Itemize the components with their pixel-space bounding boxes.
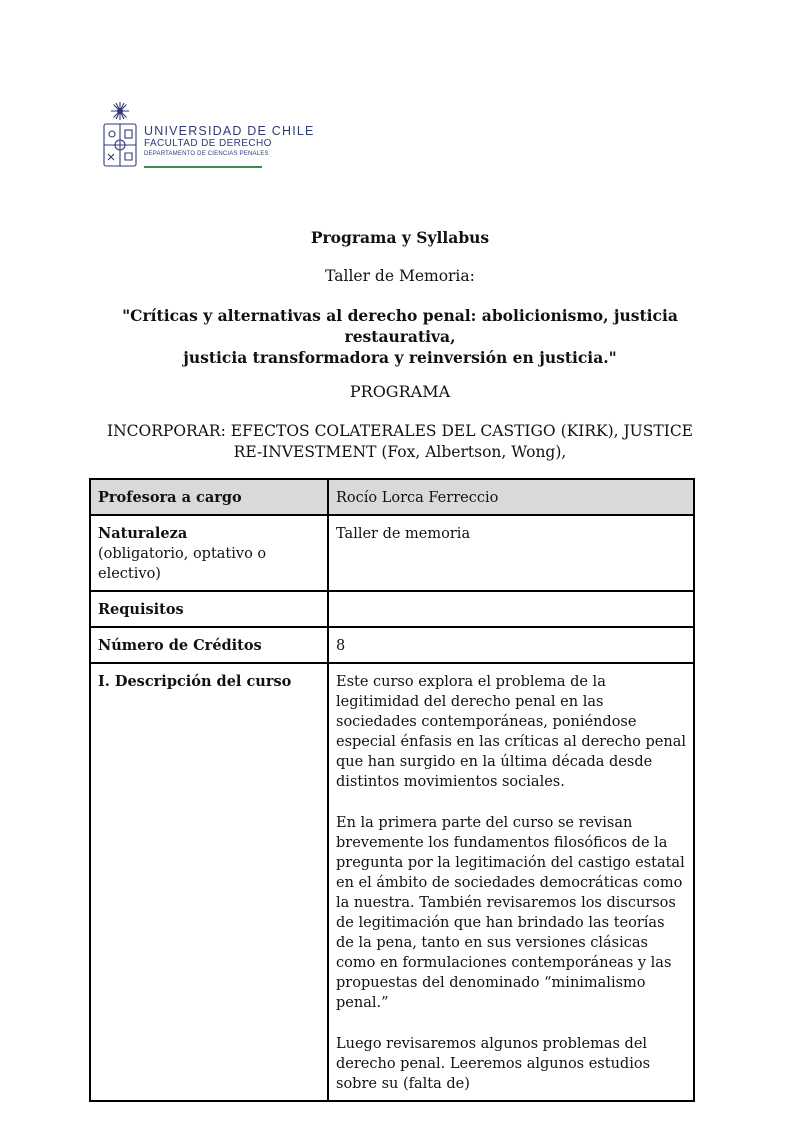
description-paragraph: Luego revisaremos algunos problemas del derecho penal. Leeremos algunos estudios sobre su (falta de) <box>336 1036 651 1092</box>
department-name: DEPARTAMENTO DE CIENCIAS PENALES <box>144 151 269 157</box>
description-value <box>328 663 694 1101</box>
nature-label: Naturaleza <box>98 525 188 542</box>
document-subtitle: Taller de Memoria: <box>325 267 475 285</box>
credits-label: Número de Créditos <box>98 637 262 654</box>
course-info-table <box>89 478 695 1102</box>
course-title-line-1: "Críticas y alternativas al derecho penal: abolicionismo, justicia restaurativa, <box>122 306 678 346</box>
credits-value: 8 <box>328 627 694 663</box>
table-label-cell <box>90 627 328 663</box>
faculty-name: FACULTAD DE DERECHO <box>144 138 272 149</box>
table-label-cell <box>90 663 328 1101</box>
university-logo <box>100 100 315 172</box>
professor-value: Rocío Lorca Ferreccio <box>328 479 694 515</box>
table-row <box>90 515 694 591</box>
description-label: I. Descripción del curso <box>98 673 292 690</box>
description-paragraph: Este curso explora el problema de la legitimidad del derecho penal en las sociedades contemporáneas, poniéndose especial énfasis en las críticas al derecho penal que han surgido en la última década desde distintos movimientos sociales. <box>336 674 686 790</box>
table-row <box>90 479 694 515</box>
table-row <box>90 663 694 1101</box>
table-label-cell <box>90 591 328 627</box>
table-row <box>90 591 694 627</box>
table-label-cell <box>90 515 328 591</box>
logo-green-rule <box>144 166 262 168</box>
editor-note-line-1: INCORPORAR: EFECTOS COLATERALES DEL CASTIGO (KIRK), JUSTICE <box>107 422 693 440</box>
table-label-cell <box>90 479 328 515</box>
section-heading: PROGRAMA <box>349 382 451 401</box>
nature-value: Taller de memoria <box>328 515 694 591</box>
nature-sublabel: (obligatorio, optativo o electivo) <box>98 546 267 582</box>
requirements-label: Requisitos <box>98 601 184 618</box>
course-title-line-2: justicia transformadora y reinversión en justicia." <box>183 348 617 367</box>
table-row <box>90 627 694 663</box>
professor-label: Profesora a cargo <box>98 489 242 506</box>
requirements-value <box>328 591 694 627</box>
description-paragraph: En la primera parte del curso se revisan brevemente los fundamentos filosóficos de la pregunta por la legitimación del castigo estatal en el ámbito de sociedades democráticas como la nuestra. También revisaremos los discursos de legitimación que han brindado las teorías de la pena, tanto en sus versiones clásicas como en formulaciones contemporáneas y las propuestas del denominado “minimalismo penal.” <box>336 815 685 1011</box>
course-title <box>100 305 700 368</box>
editor-note <box>100 421 700 463</box>
document-title: Programa y Syllabus <box>310 228 490 247</box>
editor-note-line-2: RE-INVESTMENT (Fox, Albertson, Wong), <box>233 443 567 461</box>
university-name: UNIVERSIDAD DE CHILE <box>144 124 315 138</box>
university-crest-icon <box>100 100 140 172</box>
